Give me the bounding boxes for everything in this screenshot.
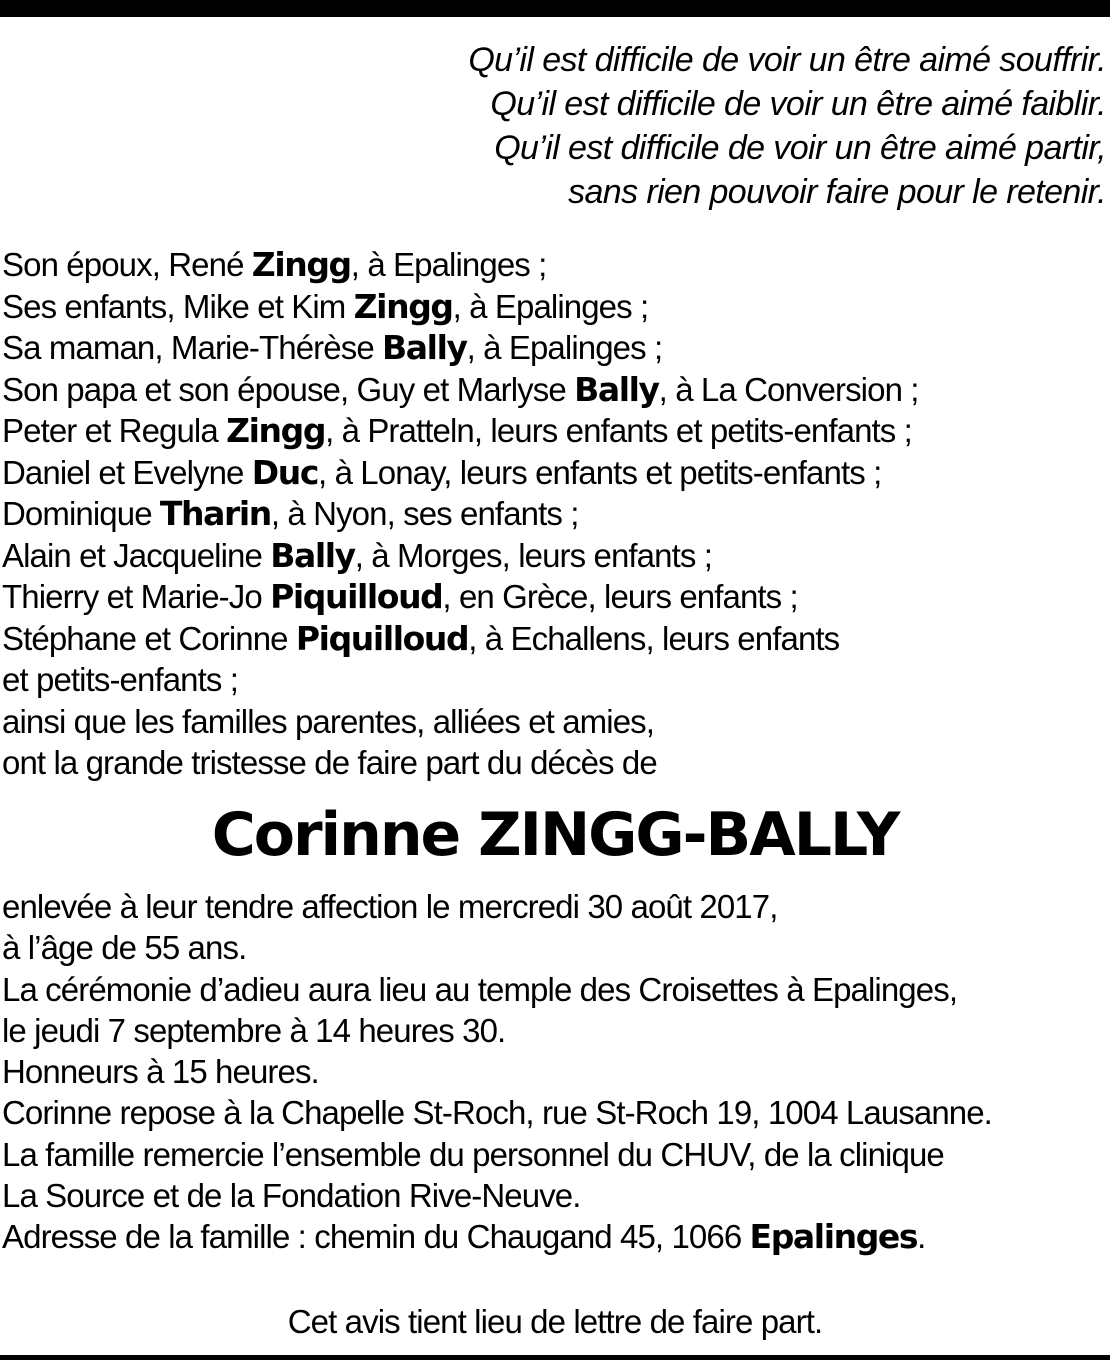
family-surname: Piquilloud (270, 577, 443, 616)
body-line: La Source et de la Fondation Rive-Neuve. (2, 1177, 581, 1215)
family-surname: Zingg (226, 411, 326, 450)
body-line: La famille remercie l’ensemble du personnel du CHUV, de la clinique (2, 1135, 944, 1173)
notice-body (2, 886, 1102, 1258)
poem-line: Qu’il est difficile de voir un être aimé souffrir. (468, 41, 1106, 79)
family-line: Dominique Tharin, à Nyon, ses enfants ; (2, 494, 579, 533)
family-surname: Zingg (251, 245, 351, 284)
family-line: Ses enfants, Mike et Kim Zingg, à Epalinges ; (2, 286, 649, 326)
family-line: et petits-enfants ; (2, 661, 239, 698)
address-town: Epalinges (749, 1217, 918, 1257)
body-line: le jeudi 7 septembre à 14 heures 30. (2, 1011, 506, 1049)
top-rule (0, 0, 1110, 17)
family-line: Daniel et Evelyne Duc, à Lonay, leurs enfants et petits-enfants ; (2, 452, 882, 492)
family-line: ainsi que les familles parentes, alliées et amies, (2, 702, 655, 740)
poem-line: sans rien pouvoir faire pour le retenir. (568, 173, 1106, 211)
family-surname: Tharin (159, 494, 271, 533)
body-line: La cérémonie d’adieu aura lieu au temple des Croisettes à Epalinges, (2, 970, 958, 1008)
family-line: Son papa et son épouse, Guy et Marlyse Bally, à La Conversion ; (2, 369, 919, 409)
family-surname: Bally (270, 535, 355, 575)
family-surname: Bally (382, 328, 467, 367)
body-line: à l’âge de 55 ans. (2, 929, 247, 967)
bottom-rule (0, 1355, 1110, 1360)
body-line: Honneurs à 15 heures. (2, 1053, 319, 1091)
family-line: Peter et Regula Zingg, à Pratteln, leurs enfants et petits-enfants ; (2, 411, 912, 450)
family-surname: Bally (574, 369, 659, 409)
family-line: ont la grande tristesse de faire part du décès de (2, 744, 657, 781)
poem-epigraph (106, 38, 1106, 214)
family-line: Stéphane et Corinne Piquilloud, à Echallens, leurs enfants (2, 618, 840, 658)
deceased-name: Corinne ZINGG-BALLY (211, 800, 899, 870)
family-address: Adresse de la famille : chemin du Chaugand 45, 1066 Epalinges. (2, 1217, 926, 1257)
body-line: enlevée à leur tendre affection le mercredi 30 août 2017, (2, 888, 778, 925)
family-surname: Duc (251, 452, 319, 492)
family-surname: Zingg (353, 286, 453, 326)
family-line: Sa maman, Marie-Thérèse Bally, à Epalinges ; (2, 328, 663, 367)
family-line: Thierry et Marie-Jo Piquilloud, en Grèce, leurs enfants ; (2, 577, 798, 616)
family-surname: Piquilloud (295, 618, 469, 658)
poem-line: Qu’il est difficile de voir un être aimé faiblir. (490, 85, 1106, 123)
family-list (2, 244, 1102, 784)
family-line: Alain et Jacqueline Bally, à Morges, leurs enfants ; (2, 535, 712, 575)
closing-note: Cet avis tient lieu de lettre de faire part. (287, 1303, 823, 1340)
family-line: Son époux, René Zingg, à Epalinges ; (2, 245, 547, 284)
body-line: Corinne repose à la Chapelle St-Roch, rue St-Roch 19, 1004 Lausanne. (2, 1094, 992, 1132)
poem-line: Qu’il est difficile de voir un être aimé partir, (494, 129, 1106, 167)
